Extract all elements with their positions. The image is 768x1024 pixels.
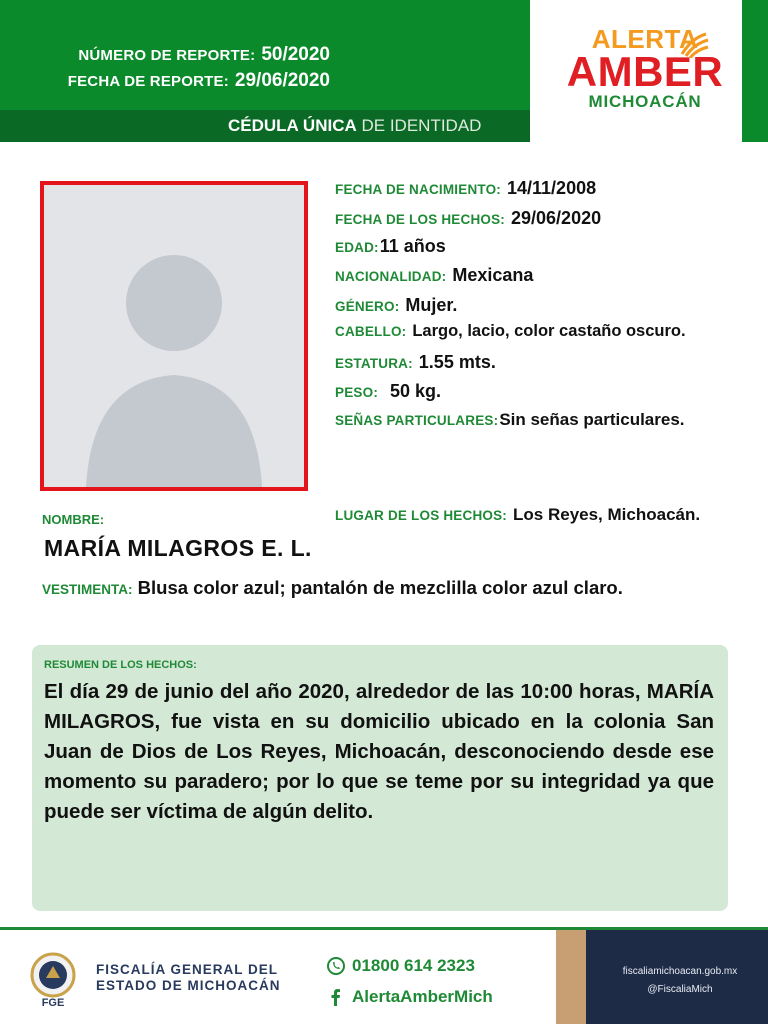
field-place	[335, 505, 700, 525]
field-label: GÉNERO:	[335, 299, 400, 314]
whatsapp-phone-icon	[326, 956, 346, 976]
cedula-light: DE IDENTIDAD	[356, 116, 482, 135]
seal-text: FGE	[41, 997, 65, 1008]
field-value: Sin señas particulares.	[499, 410, 685, 429]
field-value: Mexicana	[452, 265, 534, 285]
summary-box	[32, 645, 728, 911]
alerta-amber-logo	[560, 26, 730, 112]
field-event-date	[335, 208, 601, 229]
clothing-description	[42, 574, 714, 604]
clothing-label: VESTIMENTA:	[42, 582, 133, 597]
field-value: 11 años	[379, 236, 446, 256]
field-value: 29/06/2020	[511, 208, 602, 228]
field-value: Largo, lacio, color castaño oscuro.	[412, 322, 686, 340]
field-label: NACIONALIDAD:	[335, 269, 447, 284]
field-value: Los Reyes, Michoacán.	[513, 505, 701, 524]
facebook-handle: AlertaAmberMich	[352, 987, 493, 1006]
report-date-value: 29/06/2020	[234, 70, 330, 91]
logo-michoacan: MICHOACÁN	[588, 92, 702, 111]
report-date-label: FECHA DE REPORTE:	[67, 73, 229, 90]
field-weight	[335, 381, 441, 402]
agency-name	[96, 962, 281, 994]
field-label: CABELLO:	[335, 324, 407, 339]
name-label: NOMBRE:	[42, 512, 105, 527]
clothing-value: Blusa color azul; pantalón de mezclilla color azul claro.	[137, 577, 623, 598]
field-label: FECHA DE LOS HECHOS:	[335, 212, 506, 227]
summary-label: RESUMEN DE LOS HECHOS:	[44, 659, 197, 671]
field-marks	[335, 410, 685, 430]
field-value: Mujer.	[405, 295, 458, 315]
website-link[interactable]: fiscaliamichoacan.gob.mx	[622, 966, 738, 977]
field-value: 1.55 mts.	[418, 352, 496, 372]
summary-text: El día 29 de junio del año 2020, alrededor de las 10:00 horas, MARÍA MILAGROS, fue vista en su domicilio ubicado en la colonia San Juan de Dios de Los Reyes, Michoacán, desconociendo desde ese momento su paradero; por lo que se teme por su integridad ya que puede ser víctima de algún delito.	[44, 680, 714, 823]
field-label: ESTATURA:	[335, 356, 413, 371]
facebook-contact[interactable]	[326, 987, 493, 1007]
field-value: 50 kg.	[390, 381, 442, 401]
facebook-icon	[326, 987, 346, 1007]
field-label: SEÑAS PARTICULARES:	[335, 413, 499, 428]
field-label: LUGAR DE LOS HECHOS:	[335, 508, 508, 523]
footer-social-panel	[586, 930, 768, 1024]
person-photo-placeholder-icon	[44, 185, 304, 487]
missing-person-photo	[40, 181, 308, 491]
field-age	[335, 236, 446, 257]
field-value: 14/11/2008	[507, 178, 597, 198]
fge-seal-icon	[24, 950, 82, 1008]
report-number-value: 50/2020	[261, 44, 330, 65]
phone-number: 01800 614 2323	[352, 956, 475, 975]
cedula-title	[228, 116, 481, 136]
report-number	[0, 44, 330, 66]
field-birthdate	[335, 178, 596, 199]
phone-contact[interactable]	[326, 956, 475, 976]
logo-amber: AMBER	[566, 48, 724, 95]
field-label: FECHA DE NACIMIENTO:	[335, 182, 501, 197]
field-label: PESO:	[335, 385, 379, 400]
field-height	[335, 352, 496, 373]
footer-accent-bar	[556, 930, 586, 1024]
person-name: MARÍA MILAGROS E. L.	[44, 535, 312, 561]
header-right-bar	[742, 0, 768, 142]
cedula-bold: CÉDULA ÚNICA	[228, 116, 357, 135]
field-hair	[335, 322, 686, 341]
logo-alerta: ALERTA	[591, 24, 699, 54]
report-date	[0, 70, 330, 92]
twitter-handle[interactable]: @FiscaliaMich	[647, 984, 713, 995]
report-number-label: NÚMERO DE REPORTE:	[78, 47, 256, 64]
field-gender	[335, 295, 457, 316]
field-label: EDAD:	[335, 240, 379, 255]
agency-line-1: FISCALÍA GENERAL DEL	[96, 962, 279, 977]
signal-waves-icon	[678, 28, 710, 58]
agency-line-2: ESTADO DE MICHOACÁN	[96, 978, 281, 993]
field-nationality	[335, 265, 533, 286]
